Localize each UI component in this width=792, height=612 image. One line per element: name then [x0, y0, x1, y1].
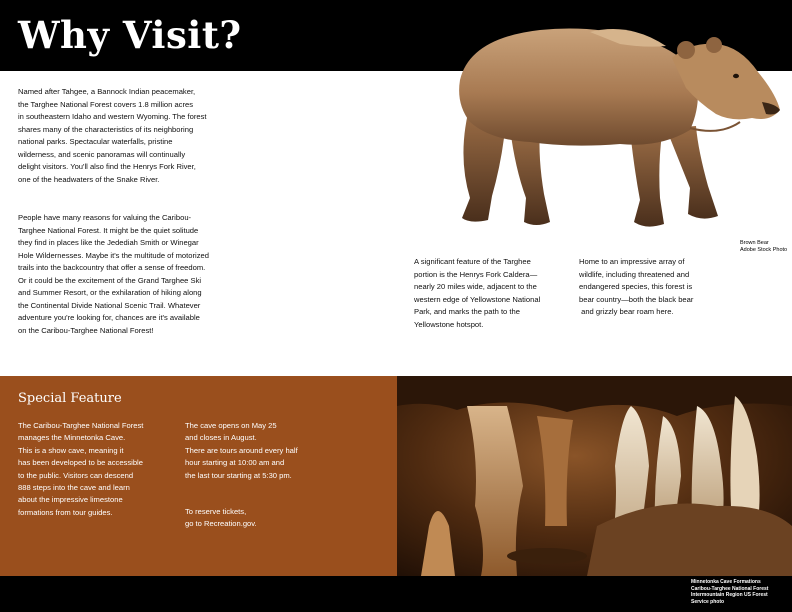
caldera-paragraph: [414, 256, 562, 331]
text-line: formations from tour guides.: [18, 507, 113, 517]
cave-caption-line: Service photo: [691, 598, 725, 605]
footer-bar: [0, 576, 792, 612]
text-line: The Caribou-Targhee National Forest: [18, 421, 144, 430]
text-line: hour starting at 10:00 am and: [185, 458, 285, 468]
cave-caption-line: Caribou-Targhee National Forest: [691, 585, 769, 592]
text-line: in southeastern Idaho and western Wyoming. The forest: [18, 112, 207, 121]
text-line: and Summer Resort, or the exhilaration of hiking along: [18, 288, 202, 297]
text-line: national parks. Spectacular waterfalls, pristine: [18, 137, 173, 146]
text-line: The cave opens on May 25: [185, 421, 277, 430]
cave-caption-line: Intermountain Region US Forest: [691, 592, 768, 599]
text-line: to the public. Visitors can descend: [18, 470, 134, 480]
text-line: Hole Wildernesses. Maybe it's the multitude of motorized: [18, 250, 209, 260]
text-line: There are tours around every half: [185, 445, 298, 455]
text-line: This is a show cave, meaning it: [18, 445, 124, 455]
text-line: and grizzly bear roam here.: [579, 307, 674, 316]
special-feature-column-2: [185, 420, 355, 482]
text-line: wildlife, including threatened and: [579, 269, 690, 279]
bear-caption-line: Brown Bear: [740, 240, 769, 246]
text-line: manages the Minnetonka Cave.: [18, 433, 126, 443]
text-line: delight visitors. You'll also find the Henrys Fork River,: [18, 162, 196, 171]
text-line: about the impressive limestone: [18, 495, 123, 505]
special-feature-title: Special Feature: [18, 391, 122, 406]
special-feature-column-1: [18, 420, 178, 519]
bear-icon: [440, 18, 785, 236]
intro-paragraph-1: [18, 86, 238, 186]
text-line: go to Recreation.gov.: [185, 519, 257, 529]
text-line: on the Caribou-Targhee National Forest!: [18, 325, 154, 335]
text-line: bear country—both the black bear: [579, 294, 694, 304]
text-line: Yellowstone hotspot.: [414, 319, 484, 329]
text-line: Home to an impressive array of: [579, 257, 685, 266]
text-line: one of the headwaters of the Snake River.: [18, 174, 160, 184]
reserve-tickets-text: [185, 506, 355, 531]
text-line: portion is the Henrys Fork Caldera—: [414, 269, 538, 279]
cave-photo-caption: [691, 579, 789, 605]
text-line: they find in places like the Jedediah Smith or Winegar: [18, 238, 199, 247]
text-line: western edge of Yellowstone National: [414, 294, 541, 304]
intro-paragraph-2: [18, 212, 278, 337]
text-line: endangered species, this forest is: [579, 282, 693, 291]
text-line: Or it could be the excitement of the Grand Targhee Ski: [18, 275, 202, 285]
text-line: nearly 20 miles wide, adjacent to the: [414, 282, 537, 291]
text-line: Park, and marks the path to the: [414, 307, 520, 316]
cave-caption-line: Minnetonka Cave Formations: [691, 579, 761, 585]
text-line: and closes in August.: [185, 433, 257, 443]
text-line: Targhee National Forest. It might be the quiet solitude: [18, 225, 199, 235]
text-line: A significant feature of the Targhee: [414, 257, 531, 266]
text-line: People have many reasons for valuing the Caribou-: [18, 213, 192, 222]
text-line: trails into the backcountry that offer a sense of freedom.: [18, 263, 206, 272]
text-line: has been developed to be accessible: [18, 458, 143, 468]
wildlife-paragraph: [579, 256, 719, 319]
text-line: 888 steps into the cave and learn: [18, 483, 130, 493]
text-line: shares many of the characteristics of its neighboring: [18, 124, 194, 134]
cave-icon: [397, 376, 792, 576]
bear-caption-line: Adobe Stock Photo: [740, 247, 788, 253]
text-line: the last tour starting at 5:30 pm.: [185, 470, 292, 480]
text-line: Named after Tahgee, a Bannock Indian peacemaker,: [18, 87, 196, 96]
text-line: the Targhee National Forest covers 1.8 million acres: [18, 99, 194, 109]
text-line: To reserve tickets,: [185, 507, 247, 516]
text-line: adventure you're looking for, chances are it's available: [18, 313, 200, 322]
cave-formations-photo: [397, 376, 792, 576]
bear-photo-caption: [740, 240, 787, 254]
page-title: Why Visit?: [18, 13, 242, 57]
text-line: the Continental Divide National Scenic Trail. Whatever: [18, 300, 201, 310]
text-line: wilderness, and scenic panoramas will continually: [18, 149, 186, 159]
special-feature-panel: [0, 376, 397, 576]
brown-bear-photo: [440, 18, 785, 236]
